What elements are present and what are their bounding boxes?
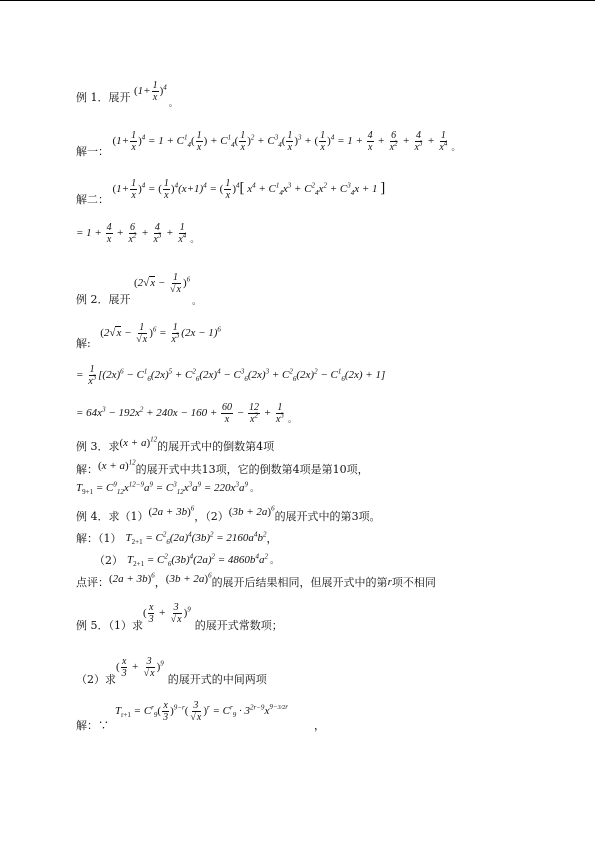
- ex3-sol-formula: $T_{9+1} = C^9_{12}x^{12-9}a^9 = C^3_{12}x^3a^9 = 220x^3a^9$ 。: [76, 479, 259, 496]
- ex2-expr: (2√x − $\frac{1}{√x}$ )$^6$: [134, 272, 191, 295]
- ex3-prefix: 例 3．求: [76, 439, 120, 453]
- ex3-expr: $(x + a)^{12}$: [119, 434, 158, 449]
- ex1-sol2-result: = 1 + $\frac{4}{x}$ + $\frac{6}{x^2}$ + $\frac{4}{x^3}$ + $\frac{1}{x^4}$: [76, 222, 187, 245]
- ex3-term: $T_{9+1} = C^9_{12}x^{12-9}a^9 = C^3_{12}x^3a^9 = 220x^3a^9$: [76, 479, 248, 496]
- ex4-sol2: （2） $T_{2+1} = C^2_6(3b)^4(2a)^2 = 4860b^4a^2$ 。: [94, 551, 279, 568]
- ex1-line: 例 1．展开 (1+ $\frac{1}{x}$ )$^4$。: [76, 80, 178, 109]
- ex5-sol: 解：$\because T_{r+1} = C^r_9$( $\frac{x}{3}$ )$^{9-r}$( $\frac{3}{√x}$ )$^r = C^r_9 \cdot 3^{2r-9}x^{9-3/2r}$，: [76, 700, 325, 732]
- ex1-sol2: [76, 178, 386, 206]
- ex5-prefix: 例 5．（1）求: [76, 619, 143, 632]
- ex2-line: 例 2．展开 (2√x − $\frac{1}{√x}$ )$^6_。$: [76, 272, 202, 307]
- ex4-line: 例 4．求$(1)(2a + 3b)^6$，$(2)(3b + 2a)^6$的展开式中的第3项。: [76, 503, 381, 523]
- ex1-sol2-expr: (1+ $\frac{1}{x}$ )$^4$ = ( $\frac{1}{x}$ )$^4(x+1)^4$ = ( $\frac{1}{x}$ )$^4$[ $x^4 + C^1_4x^3 + C^2_4x^2 + C^3_4x + 1$ ]: [112, 178, 386, 201]
- ex2-sol: [76, 322, 221, 350]
- ex2-sol-cont1: [76, 364, 385, 387]
- ex1-sol1: 解一： (1+ $\frac{1}{x}$ )$^4 = 1 + C^1_4$( $\frac{1}{x}$ ) + $C^1_4$( $\frac{1}{x}$ )$^2 + C^3_4$( $\frac{1}{x}$ )$^3$ + ( $\frac{1}{x}$ )$^4$ = 1 + $\frac{4}{x}$ + $\frac{6}{x^2}$ + $\frac{4}{x^3}$ + $\frac{1}{x^4}$ 。: [76, 130, 461, 158]
- ex2-label: 例 2．展开: [76, 293, 131, 306]
- ex5-sol-label: 解：∵: [76, 719, 109, 732]
- ex4-sol1: 解：（1） $T_{2+1} = C^2_6(2a)^4(3b)^2 = 2160a^4b^2$，: [76, 529, 278, 546]
- ex4-sol-label: 解：（1）: [76, 531, 122, 545]
- ex4-comment: 点评：$(2a + 3b)^6$，$(3b + 2a)^6$的展开后结果相同，但展开式中的第r项不相同: [76, 570, 436, 589]
- ex5-line1: 例 5．（1）求( $\frac{x}{3}$ + $\frac{3}{√x}$ )$^9$的展开式常数项；: [76, 602, 283, 632]
- ex2-sol-expr: (2√x − $\frac{1}{√x}$ )$^6$ = $\frac{1}{x^3}$ $(2x - 1)^6$: [100, 322, 221, 345]
- ex1-sol1-label: 解一：: [76, 145, 109, 158]
- top-rule: [0, 0, 595, 1]
- ex1-expr: (1+ $\frac{1}{x}$ )$^4$: [134, 80, 167, 103]
- ex5-line2: （2）求( $\frac{x}{3}$ + $\frac{3}{√x}$ )$^9$的展开式的中间两项: [76, 656, 267, 686]
- ex3-suffix: 的展开式中的倒数第: [157, 439, 257, 453]
- ex4-prefix: 例 4．求（1）: [76, 509, 149, 523]
- ex2-sol-cont2: = $64x^3 - 192x^2 + 240x - 160$ + $\frac{60}{x}$ − $\frac{12}{x^2}$ + $\frac{1}{x^3}$ 。: [76, 402, 297, 425]
- ex3-tail: 项: [263, 439, 275, 453]
- ex1-label: 例 1．展开: [76, 91, 131, 104]
- ex2-sol-label: 解:: [76, 337, 91, 350]
- ex2-sol-expand: = $\frac{1}{x^3}$ $[(2x)^6 - C^1_6(2x)^5 + C^2_6(2x)^4 - C^3_6(2x)^3 + C^2_6(2x)^2 - C^1_6(2x) + 1]$: [76, 364, 386, 387]
- ex2-sol-result: = $64x^3 - 192x^2 + 240x - 160$ + $\frac{60}{x}$ − $\frac{12}{x^2}$ + $\frac{1}{x^3}$: [76, 402, 284, 425]
- ex3-num4: 4: [256, 439, 264, 453]
- ex3-sol-label: 解：: [76, 462, 98, 476]
- ex3-line: [76, 434, 275, 453]
- ex3-sol: 解：$(x + a)^{12}$的展开式中共13项，它的倒数第4项是第10项，: [76, 457, 369, 476]
- ex1-sol1-expr: (1+ $\frac{1}{x}$ )$^4 = 1 + C^1_4$( $\frac{1}{x}$ ) + $C^1_4$( $\frac{1}{x}$ )$^2 + C^3_4$( $\frac{1}{x}$ )$^3$ + ( $\frac{1}{x}$ )$^4$ = 1 + $\frac{4}{x}$ + $\frac{6}{x^2}$ + $\frac{4}{x^3}$ + $\frac{1}{x^4}$: [112, 130, 448, 153]
- ex1-sol2-label: 解二：: [76, 193, 109, 206]
- ex1-sol2-cont: = 1 + $\frac{4}{x}$ + $\frac{6}{x^2}$ + $\frac{4}{x^3}$ + $\frac{1}{x^4}$ 。: [76, 222, 200, 245]
- ex5-term: $T_{r+1} = C^r_9$( $\frac{x}{3}$ )$^{9-r}$( $\frac{3}{√x}$ )$^r = C^r_9 \cdot 3^{2r-9}x^{9-3/2r}$: [115, 700, 288, 723]
